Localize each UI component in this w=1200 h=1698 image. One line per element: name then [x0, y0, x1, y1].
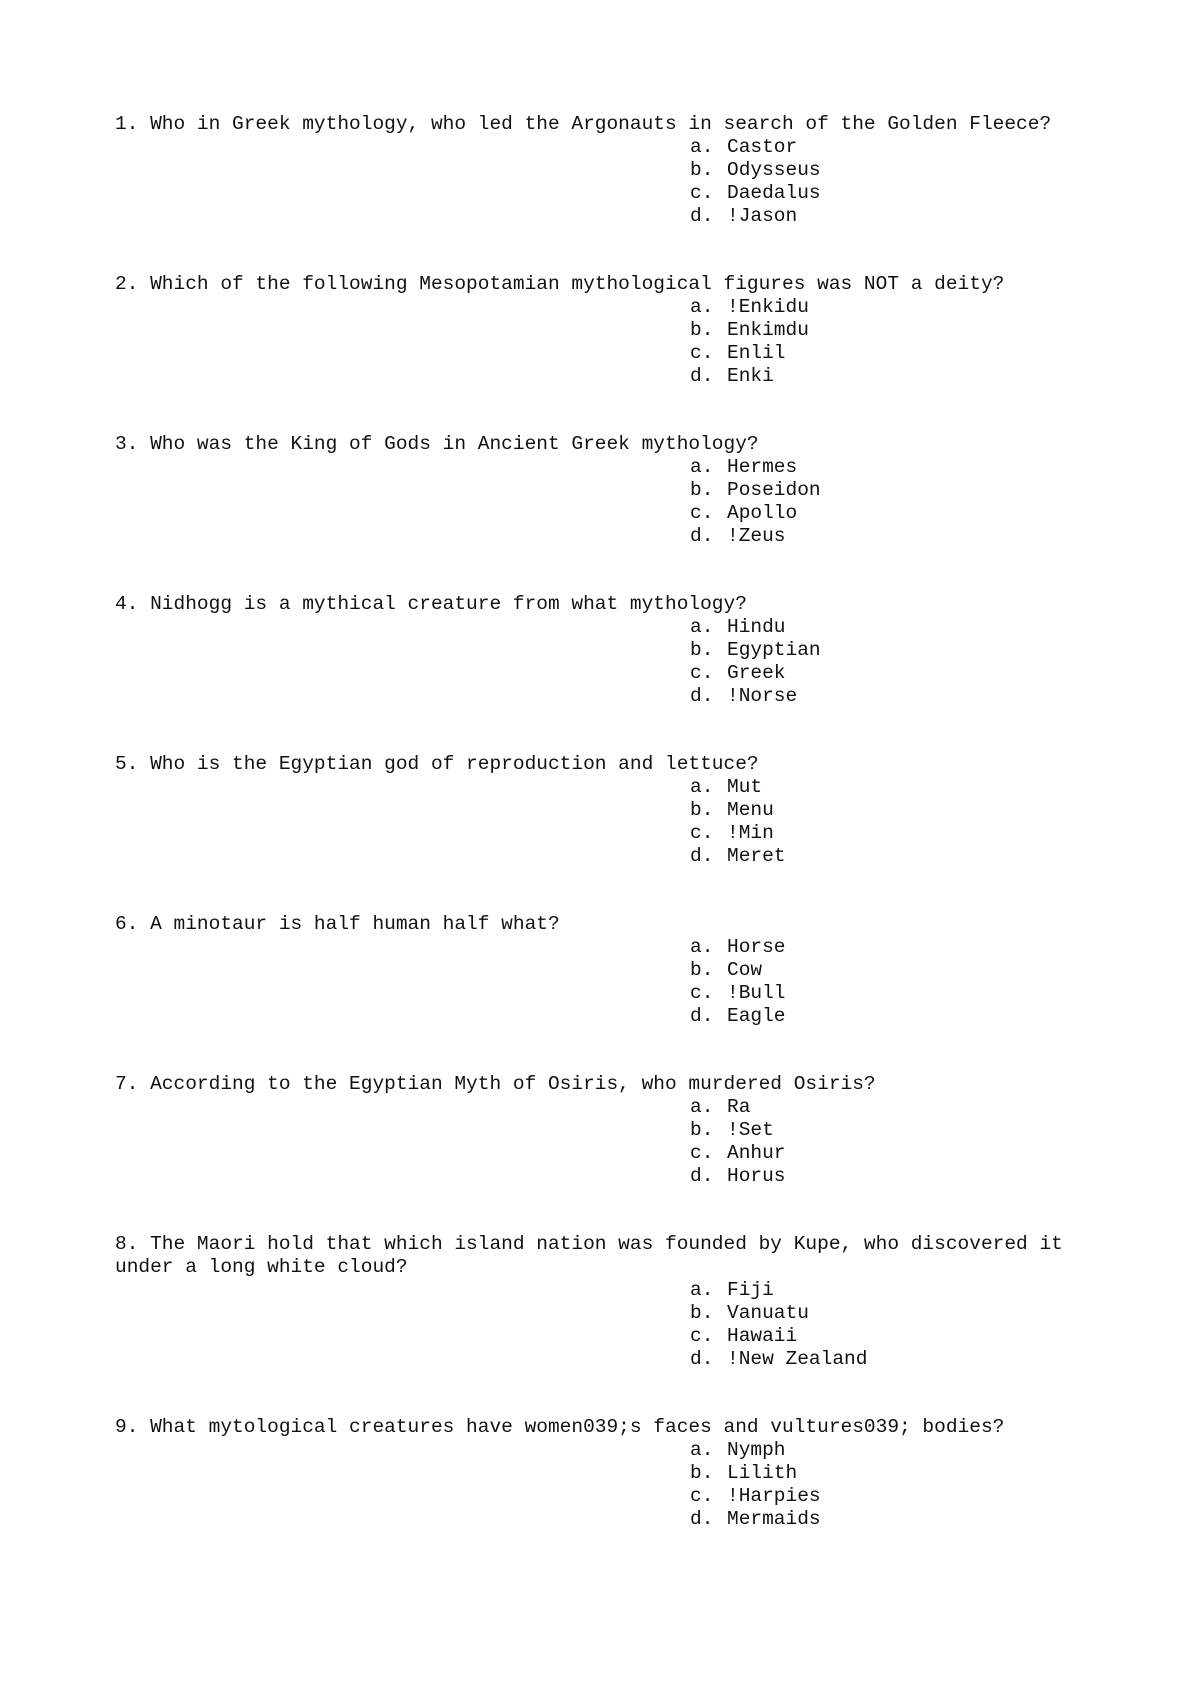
option-text: Poseidon — [727, 479, 821, 501]
option-text: Castor — [727, 136, 798, 158]
question-number: 5. — [115, 753, 139, 775]
option-text: !Min — [727, 822, 774, 844]
quiz-document — [115, 113, 1095, 1576]
question-text — [115, 593, 1095, 616]
question-block — [115, 1416, 1095, 1531]
option-text: Odysseus — [727, 159, 821, 181]
answer-option — [690, 1279, 1095, 1302]
option-letter: b. — [690, 1119, 714, 1141]
option-text: !Zeus — [727, 525, 786, 547]
option-text: Horse — [727, 936, 786, 958]
option-letter: d. — [690, 205, 714, 227]
answer-option — [690, 342, 1095, 365]
answer-option — [690, 845, 1095, 868]
option-letter: a. — [690, 136, 714, 158]
option-letter: c. — [690, 502, 714, 524]
option-text: Ra — [727, 1096, 751, 1118]
answer-options — [115, 136, 1095, 228]
option-text: Lilith — [727, 1462, 798, 1484]
question-number: 2. — [115, 273, 139, 295]
answer-option — [690, 982, 1095, 1005]
option-text: Anhur — [727, 1142, 786, 1164]
question-block — [115, 593, 1095, 708]
option-text: !Harpies — [727, 1485, 821, 1507]
question-block — [115, 913, 1095, 1028]
question-number: 8. — [115, 1233, 139, 1255]
question-number: 3. — [115, 433, 139, 455]
question-block — [115, 273, 1095, 388]
question-number: 9. — [115, 1416, 139, 1438]
option-text: !Set — [727, 1119, 774, 1141]
option-letter: b. — [690, 159, 714, 181]
option-letter: d. — [690, 1348, 714, 1370]
answer-option — [690, 182, 1095, 205]
option-text: Nymph — [727, 1439, 786, 1461]
option-letter: c. — [690, 342, 714, 364]
answer-options — [115, 456, 1095, 548]
answer-option — [690, 936, 1095, 959]
option-letter: a. — [690, 936, 714, 958]
answer-options — [115, 296, 1095, 388]
option-text: Menu — [727, 799, 774, 821]
answer-option — [690, 1005, 1095, 1028]
question-text — [115, 113, 1095, 136]
answer-option — [690, 822, 1095, 845]
option-text: !Norse — [727, 685, 798, 707]
question-number: 6. — [115, 913, 139, 935]
answer-option — [690, 502, 1095, 525]
option-letter: b. — [690, 959, 714, 981]
option-letter: a. — [690, 1096, 714, 1118]
option-letter: b. — [690, 1302, 714, 1324]
option-text: Cow — [727, 959, 763, 981]
option-text: Fiji — [727, 1279, 774, 1301]
option-letter: d. — [690, 685, 714, 707]
option-letter: b. — [690, 799, 714, 821]
question-label: Who in Greek mythology, who led the Argonauts in search of the Golden Fleece? — [150, 113, 1052, 135]
answer-options — [115, 936, 1095, 1028]
question-block — [115, 1233, 1095, 1371]
option-letter: d. — [690, 1508, 714, 1530]
option-letter: a. — [690, 1439, 714, 1461]
answer-option — [690, 1142, 1095, 1165]
option-letter: b. — [690, 319, 714, 341]
option-letter: c. — [690, 1325, 714, 1347]
option-letter: a. — [690, 456, 714, 478]
answer-option — [690, 616, 1095, 639]
answer-option — [690, 205, 1095, 228]
answer-option — [690, 1325, 1095, 1348]
question-text — [115, 273, 1095, 296]
option-letter: d. — [690, 1165, 714, 1187]
answer-options — [115, 1279, 1095, 1371]
answer-option — [690, 662, 1095, 685]
option-letter: c. — [690, 1142, 714, 1164]
option-text: Eagle — [727, 1005, 786, 1027]
option-text: Apollo — [727, 502, 798, 524]
option-letter: b. — [690, 639, 714, 661]
question-label: The Maori hold that which island nation was founded by Kupe, who discovered it under a long white cloud? — [115, 1233, 1075, 1278]
answer-option — [690, 479, 1095, 502]
answer-option — [690, 296, 1095, 319]
option-text: Mut — [727, 776, 763, 798]
answer-options — [115, 1096, 1095, 1188]
option-letter: c. — [690, 822, 714, 844]
option-letter: a. — [690, 1279, 714, 1301]
answer-options — [115, 616, 1095, 708]
option-letter: a. — [690, 776, 714, 798]
question-number: 1. — [115, 113, 139, 135]
question-label: A minotaur is half human half what? — [150, 913, 560, 935]
answer-option — [690, 1302, 1095, 1325]
answer-option — [690, 1348, 1095, 1371]
answer-option — [690, 1485, 1095, 1508]
answer-option — [690, 1096, 1095, 1119]
question-text — [115, 1416, 1095, 1439]
answer-options — [115, 776, 1095, 868]
option-letter: c. — [690, 982, 714, 1004]
option-text: Hindu — [727, 616, 786, 638]
option-text: Mermaids — [727, 1508, 821, 1530]
answer-option — [690, 776, 1095, 799]
question-block — [115, 753, 1095, 868]
option-letter: d. — [690, 1005, 714, 1027]
answer-option — [690, 799, 1095, 822]
option-text: !New Zealand — [727, 1348, 868, 1370]
option-letter: c. — [690, 1485, 714, 1507]
answer-option — [690, 525, 1095, 548]
question-label: Nidhogg is a mythical creature from what mythology? — [150, 593, 747, 615]
option-text: Egyptian — [727, 639, 821, 661]
option-text: Enkimdu — [727, 319, 809, 341]
option-letter: d. — [690, 365, 714, 387]
answer-option — [690, 1119, 1095, 1142]
answer-option — [690, 365, 1095, 388]
answer-option — [690, 685, 1095, 708]
question-number: 4. — [115, 593, 139, 615]
answer-option — [690, 1439, 1095, 1462]
question-text — [115, 433, 1095, 456]
option-letter: c. — [690, 182, 714, 204]
answer-option — [690, 456, 1095, 479]
question-block — [115, 1073, 1095, 1188]
answer-option — [690, 1508, 1095, 1531]
option-text: !Jason — [727, 205, 798, 227]
question-text — [115, 753, 1095, 776]
option-text: Meret — [727, 845, 786, 867]
answer-option — [690, 319, 1095, 342]
option-text: Enlil — [727, 342, 786, 364]
question-block — [115, 113, 1095, 228]
option-text: Daedalus — [727, 182, 821, 204]
option-text: !Bull — [727, 982, 786, 1004]
option-text: Hermes — [727, 456, 798, 478]
question-text — [115, 1073, 1095, 1096]
answer-options — [115, 1439, 1095, 1531]
answer-option — [690, 639, 1095, 662]
question-label: Who is the Egyptian god of reproduction and lettuce? — [150, 753, 759, 775]
option-text: Hawaii — [727, 1325, 798, 1347]
option-text: Enki — [727, 365, 774, 387]
option-letter: b. — [690, 479, 714, 501]
option-letter: b. — [690, 1462, 714, 1484]
question-label: Which of the following Mesopotamian mythological figures was NOT a deity? — [150, 273, 1005, 295]
option-letter: c. — [690, 662, 714, 684]
answer-option — [690, 159, 1095, 182]
option-text: !Enkidu — [727, 296, 809, 318]
option-letter: a. — [690, 296, 714, 318]
option-text: Vanuatu — [727, 1302, 809, 1324]
option-text: Horus — [727, 1165, 786, 1187]
question-label: What mytological creatures have women039;s faces and vultures039; bodies? — [150, 1416, 1005, 1438]
question-label: Who was the King of Gods in Ancient Greek mythology? — [150, 433, 759, 455]
answer-option — [690, 1165, 1095, 1188]
question-number: 7. — [115, 1073, 139, 1095]
answer-option — [690, 1462, 1095, 1485]
question-label: According to the Egyptian Myth of Osiris, who murdered Osiris? — [150, 1073, 876, 1095]
question-text — [115, 1233, 1095, 1279]
question-block — [115, 433, 1095, 548]
option-letter: a. — [690, 616, 714, 638]
answer-option — [690, 959, 1095, 982]
option-letter: d. — [690, 525, 714, 547]
option-text: Greek — [727, 662, 786, 684]
answer-option — [690, 136, 1095, 159]
option-letter: d. — [690, 845, 714, 867]
question-text — [115, 913, 1095, 936]
